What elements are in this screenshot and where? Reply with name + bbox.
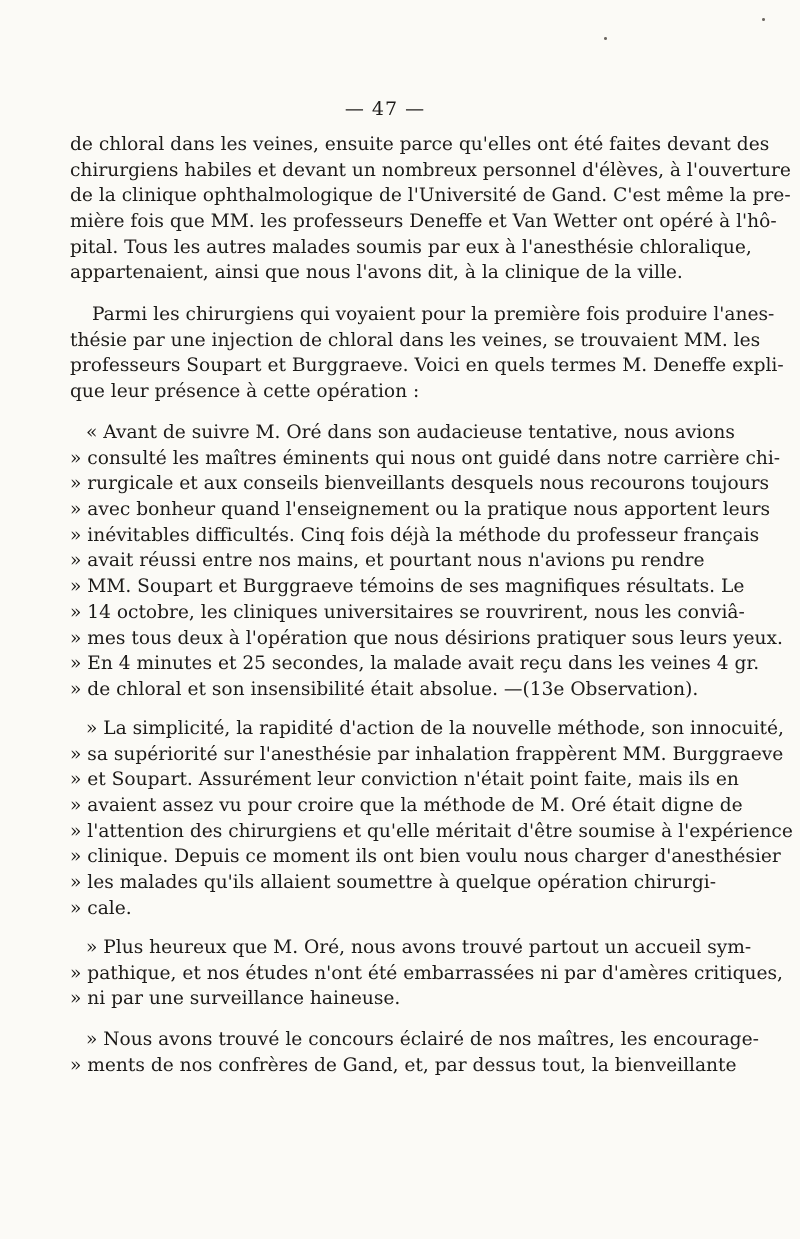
text-line: » 14 octobre, les cliniques universitaires se rouvrirent, nous les conviâ- (70, 601, 745, 623)
scan-speck (762, 18, 765, 21)
text-line: » MM. Soupart et Burggraeve témoins de ses magnifiques résultats. Le (70, 576, 745, 598)
text-line: chirurgiens habiles et devant un nombreux personnel d'élèves, à l'ouverture (70, 159, 791, 181)
text-line: » clinique. Depuis ce moment ils ont bien voulu nous charger d'anesthésier (70, 846, 781, 868)
text-line: » avaient assez vu pour croire que la méthode de M. Oré était digne de (70, 795, 743, 817)
text-line: » avait réussi entre nos mains, et pourtant nous n'avions pu rendre (70, 550, 705, 572)
text-line: » pathique, et nos études n'ont été embarrassées ni par d'amères critiques, (70, 962, 783, 984)
text-line: » les malades qu'ils allaient soumettre à quelque opération chirurgi- (70, 872, 717, 894)
paragraph-2 (70, 302, 784, 405)
paragraph-4 (70, 716, 793, 922)
text-line: » ments de nos confrères de Gand, et, par dessus tout, la bienveillante (70, 1054, 737, 1076)
text-line: » Plus heureux que M. Oré, nous avons trouvé partout un accueil sym- (86, 937, 752, 958)
text-line: » sa supériorité sur l'anesthésie par inhalation frappèrent MM. Burggraeve (70, 743, 784, 765)
text-line: » rurgicale et aux conseils bienveillants desquels nous recourons toujours (70, 473, 770, 495)
text-line: « Avant de suivre M. Oré dans son audacieuse tentative, nous avions (86, 422, 735, 443)
text-line: » et Soupart. Assurément leur conviction n'était point faite, mais ils en (70, 769, 739, 791)
text-line: » Nous avons trouvé le concours éclairé de nos maîtres, les encourage- (86, 1029, 759, 1050)
text-line: que leur présence à cette opération : (70, 381, 420, 403)
text-line: » La simplicité, la rapidité d'action de la nouvelle méthode, son innocuité, (86, 718, 784, 739)
text-line: » ni par une surveillance haineuse. (70, 988, 401, 1010)
text-line: » mes tous deux à l'opération que nous désirions pratiquer sous leurs yeux. (70, 627, 783, 649)
text-line: Parmi les chirurgiens qui voyaient pour la première fois produire l'anes- (92, 304, 775, 325)
text-line: de la clinique ophthalmologique de l'Université de Gand. C'est même la pre- (70, 185, 791, 207)
paragraph-5 (70, 935, 783, 1012)
paragraph-1 (70, 132, 791, 286)
text-line: » avec bonheur quand l'enseignement ou la pratique nous apportent leurs (70, 499, 771, 521)
text-line: de chloral dans les veines, ensuite parce qu'elles ont été faites devant des (70, 134, 770, 155)
scan-speck (604, 37, 607, 40)
text-line: appartenaient, ainsi que nous l'avons dit, à la clinique de la ville. (70, 262, 683, 284)
text-line: » l'attention des chirurgiens et qu'elle méritait d'être soumise à l'expérience (70, 820, 793, 842)
text-line: » En 4 minutes et 25 secondes, la malade avait reçu dans les veines 4 gr. (70, 653, 760, 675)
text-line: mière fois que MM. les professeurs Deneffe et Van Wetter ont opéré à l'hô- (70, 211, 777, 233)
paragraph-6 (70, 1027, 759, 1078)
text-line: pital. Tous les autres malades soumis par eux à l'anesthésie chloralique, (70, 236, 752, 258)
text-line: » consulté les maîtres éminents qui nous ont guidé dans notre carrière chi- (70, 447, 781, 469)
text-line: thésie par une injection de chloral dans les veines, se trouvaient MM. les (70, 329, 761, 351)
paragraph-3-quotation (70, 420, 783, 703)
text-line: » de chloral et son insensibilité était absolue. —(13e Observation). (70, 678, 699, 700)
text-line: professeurs Soupart et Burggraeve. Voici en quels termes M. Deneffe expli- (70, 355, 784, 377)
text-line: » inévitables difficultés. Cinq fois déjà la méthode du professeur français (70, 524, 760, 546)
page-number: — 47 — (344, 98, 426, 120)
text-line: » cale. (70, 897, 132, 919)
